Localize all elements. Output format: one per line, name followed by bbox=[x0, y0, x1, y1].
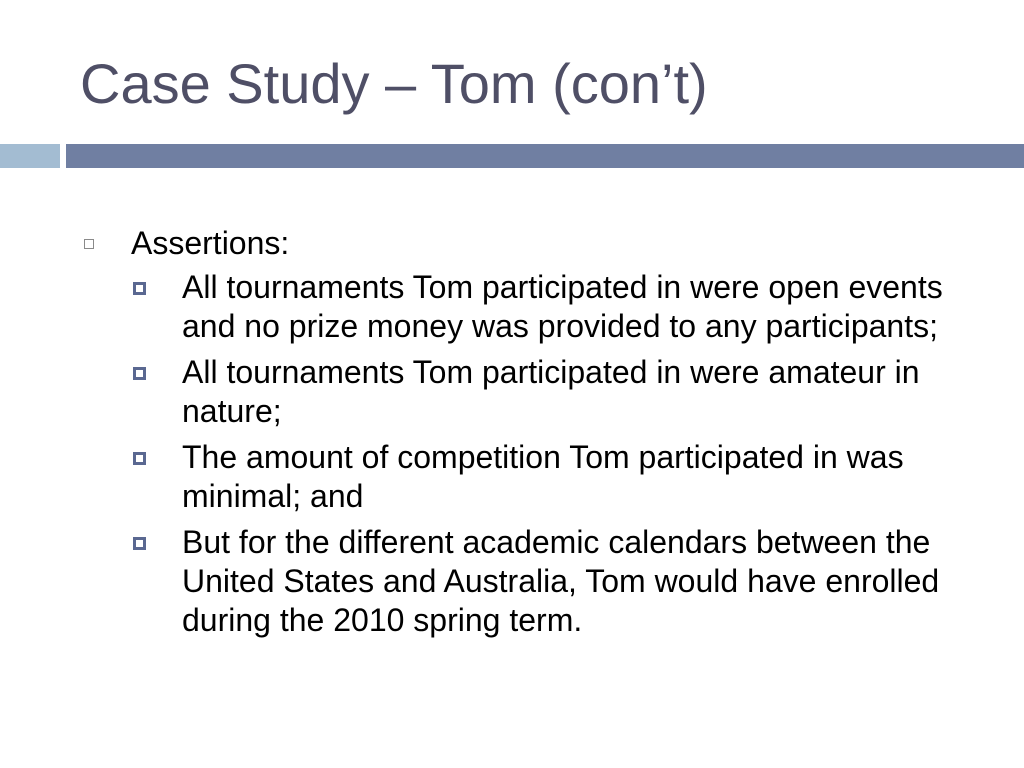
square-bullet-icon bbox=[133, 367, 146, 380]
hollow-square-bullet-icon bbox=[84, 239, 94, 249]
slide-title: Case Study – Tom (con’t) bbox=[80, 52, 708, 115]
list-item-text: All tournaments Tom participated in were amateur in nature; bbox=[182, 354, 920, 429]
list-item-text: But for the different academic calendars between the United States and Australia, Tom would have enrolled during the 2010 spring term. bbox=[182, 524, 940, 638]
list-item bbox=[0, 438, 1024, 516]
assertions-heading: Assertions: bbox=[131, 225, 290, 261]
slide-body bbox=[0, 224, 1024, 647]
accent-bar-light bbox=[0, 144, 60, 168]
list-item bbox=[0, 268, 1024, 346]
accent-bar-dark bbox=[66, 144, 1024, 168]
square-bullet-icon bbox=[133, 282, 146, 295]
square-bullet-icon bbox=[133, 452, 146, 465]
list-item bbox=[0, 523, 1024, 640]
list-item-text: The amount of competition Tom participated in was minimal; and bbox=[182, 439, 904, 514]
square-bullet-icon bbox=[133, 537, 146, 550]
list-item bbox=[0, 353, 1024, 431]
list-item-text: All tournaments Tom participated in were open events and no prize money was provided to any participants; bbox=[182, 269, 943, 344]
bullet-assertions bbox=[0, 224, 1024, 262]
